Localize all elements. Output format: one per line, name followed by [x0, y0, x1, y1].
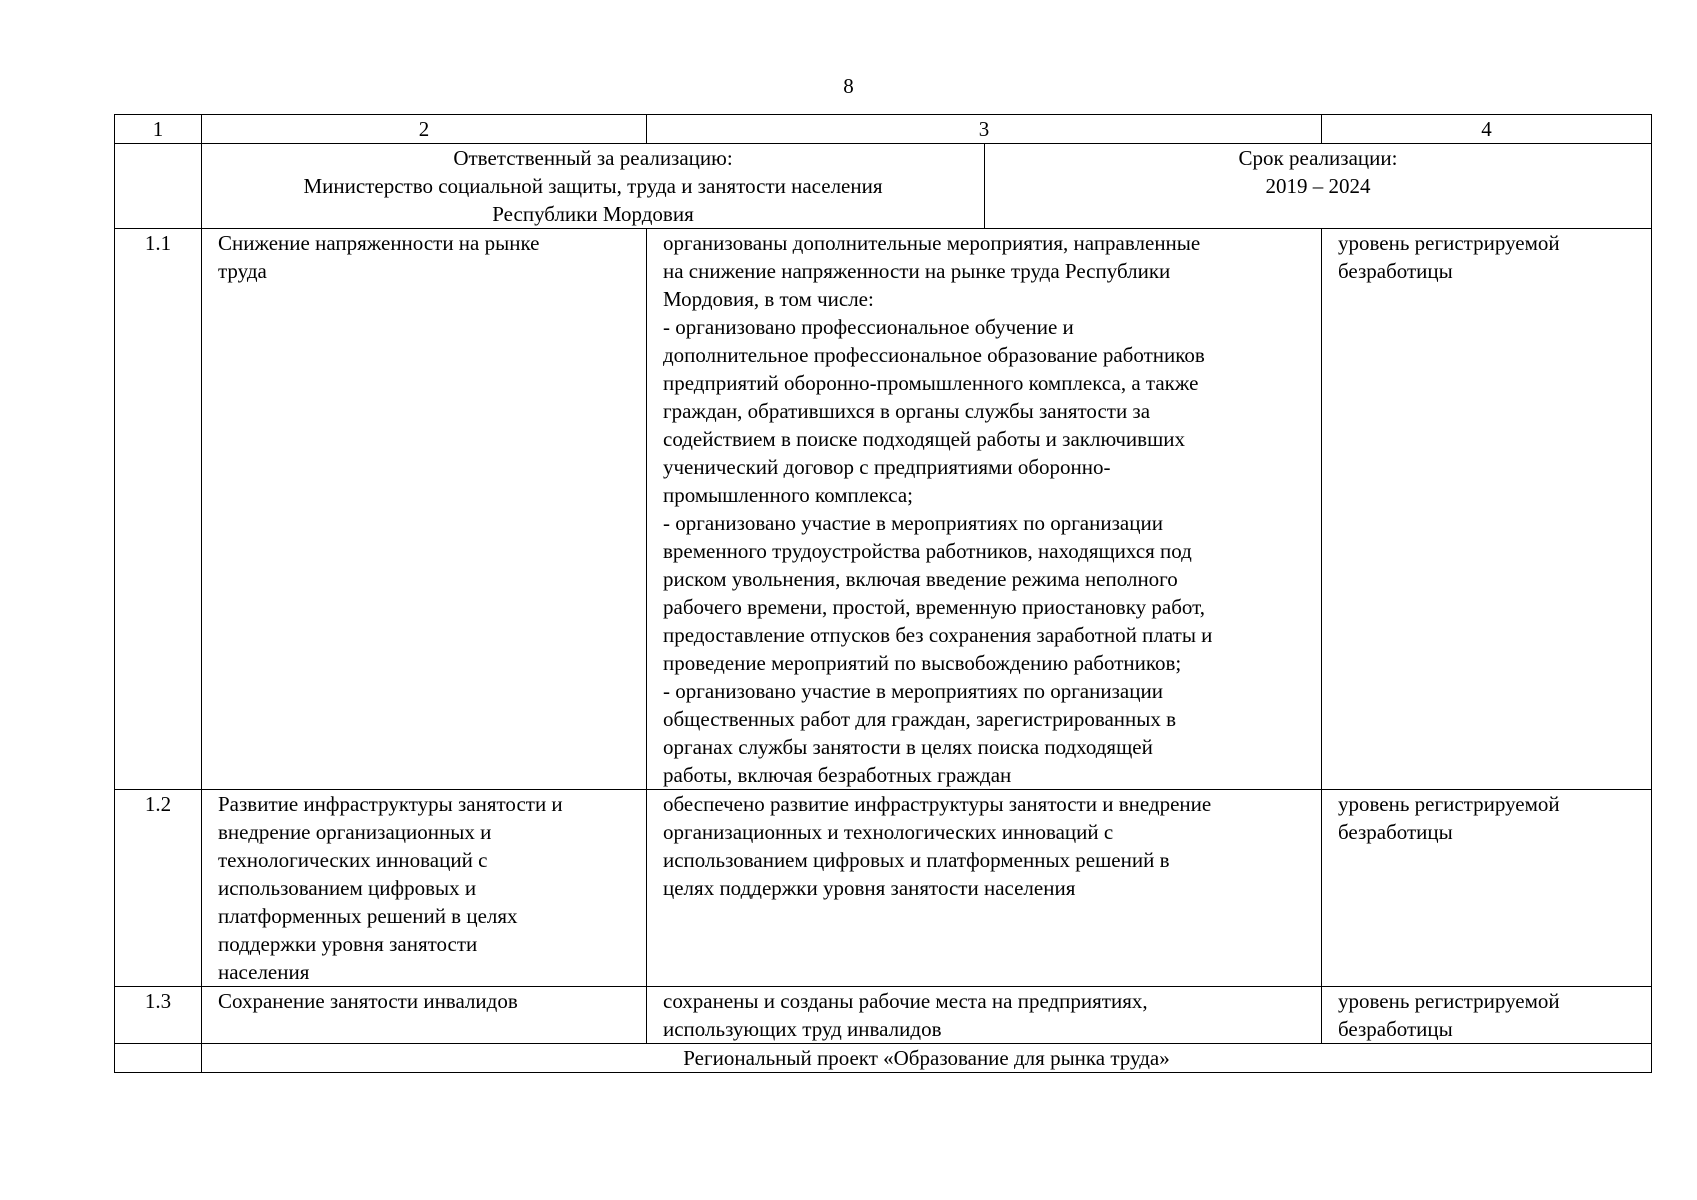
task-line: поддержки уровня занятости [218, 932, 478, 956]
task-line: внедрение организационных и [218, 820, 492, 844]
result-line: общественных работ для граждан, зарегистрированных в [663, 707, 1177, 731]
indicator-line: уровень регистрируемой [1338, 792, 1560, 816]
column-number-3: 3 [647, 115, 1322, 144]
result-line: проведение мероприятий по высвобождению работников; [663, 651, 1182, 675]
responsible-line: Ответственный за реализацию: [453, 146, 733, 170]
task-line: Сохранение занятости инвалидов [218, 989, 518, 1013]
result-cell [647, 229, 1322, 790]
result-cell [647, 987, 1322, 1044]
responsible-line: Министерство социальной защиты, труда и занятости населения [303, 174, 883, 198]
measures-table [114, 114, 1652, 1073]
result-line: - организовано участие в мероприятиях по организации [663, 679, 1163, 703]
task-cell [202, 790, 647, 987]
result-line: организационных и технологических инноваций с [663, 820, 1114, 844]
task-line: Снижение напряженности на рынке [218, 231, 540, 255]
column-number-2: 2 [202, 115, 647, 144]
result-line: работы, включая безработных граждан [663, 763, 1012, 787]
task-line: платформенных решений в целях [218, 904, 518, 928]
task-cell [202, 987, 647, 1044]
result-line: организованы дополнительные мероприятия, направленные [663, 231, 1201, 255]
indicator-line: безработицы [1338, 1017, 1453, 1041]
result-line: использованием цифровых и платформенных решений в [663, 848, 1170, 872]
indicator-cell [1322, 229, 1652, 790]
indicator-cell [1322, 987, 1652, 1044]
task-line: Развитие инфраструктуры занятости и [218, 792, 563, 816]
result-line: предприятий оборонно-промышленного комплекса, а также [663, 371, 1199, 395]
result-line: предоставление отпусков без сохранения заработной платы и [663, 623, 1213, 647]
responsible-line: Республики Мордовия [492, 202, 694, 226]
result-line: Мордовия, в том числе: [663, 287, 874, 311]
responsible-row-empty-cell [115, 144, 202, 229]
result-line: промышленного комплекса; [663, 483, 914, 507]
result-line: органах службы занятости в целях поиска подходящей [663, 735, 1153, 759]
responsible-cell [202, 144, 985, 229]
indicator-line: уровень регистрируемой [1338, 989, 1560, 1013]
term-line: Срок реализации: [1238, 146, 1398, 170]
result-line: риском увольнения, включая введение режима неполного [663, 567, 1178, 591]
term-line: 2019 – 2024 [1265, 174, 1371, 198]
task-cell [202, 229, 647, 790]
table-row [115, 790, 1652, 987]
result-line: - организовано участие в мероприятиях по организации [663, 511, 1163, 535]
result-line: - организовано профессиональное обучение и [663, 315, 1074, 339]
term-cell [985, 144, 1652, 229]
row-number: 1.2 [115, 790, 202, 987]
task-line: населения [218, 960, 310, 984]
table-row [115, 229, 1652, 790]
result-line: рабочего времени, простой, временную приостановку работ, [663, 595, 1205, 619]
result-line: ученический договор с предприятиями оборонно- [663, 455, 1111, 479]
result-line: содействием в поиске подходящей работы и заключивших [663, 427, 1185, 451]
indicator-line: безработицы [1338, 259, 1453, 283]
table-row [115, 987, 1652, 1044]
task-line: технологических инноваций с [218, 848, 488, 872]
responsible-row [115, 144, 1652, 229]
result-line: использующих труд инвалидов [663, 1017, 942, 1041]
indicator-cell [1322, 790, 1652, 987]
result-line: граждан, обратившихся в органы службы занятости за [663, 399, 1151, 423]
project-row-empty-cell [115, 1044, 202, 1073]
project-row [115, 1044, 1652, 1073]
column-number-1: 1 [115, 115, 202, 144]
indicator-line: уровень регистрируемой [1338, 231, 1560, 255]
result-line: на снижение напряженности на рынке труда Республики [663, 259, 1171, 283]
row-number: 1.1 [115, 229, 202, 790]
column-numbers-row [115, 115, 1652, 144]
indicator-line: безработицы [1338, 820, 1453, 844]
result-line: обеспечено развитие инфраструктуры занятости и внедрение [663, 792, 1212, 816]
result-line: дополнительное профессиональное образование работников [663, 343, 1205, 367]
result-line: сохранены и созданы рабочие места на предприятиях, [663, 989, 1148, 1013]
row-number: 1.3 [115, 987, 202, 1044]
page-number: 8 [843, 74, 854, 98]
task-line: труда [218, 259, 267, 283]
result-line: временного трудоустройства работников, находящихся под [663, 539, 1192, 563]
result-line: целях поддержки уровня занятости населения [663, 876, 1076, 900]
task-line: использованием цифровых и [218, 876, 477, 900]
result-cell [647, 790, 1322, 987]
column-number-4: 4 [1322, 115, 1652, 144]
project-title: Региональный проект «Образование для рынка труда» [202, 1044, 1652, 1073]
